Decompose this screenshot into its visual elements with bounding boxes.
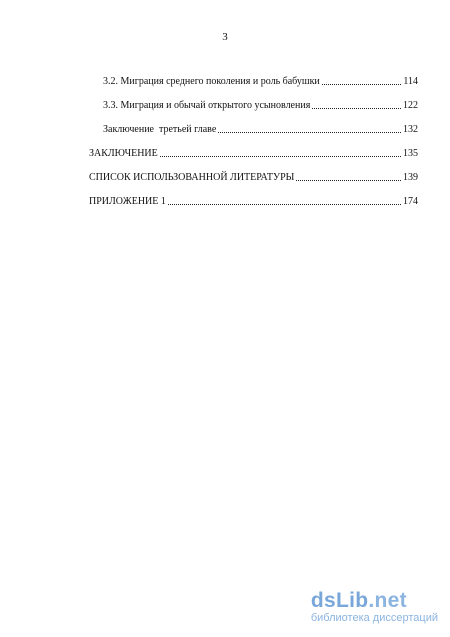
page-number: 3 [222,31,228,43]
table-of-contents [89,75,418,219]
watermark-tagline: библиотека диссертаций [310,612,438,624]
dslib-logo [311,590,438,612]
dslib-watermark [311,590,438,625]
toc-entry-title: Заключение третьей главе [103,124,217,135]
toc-entry-title: 3.3. Миграция и обычай открытого усыновления [103,100,311,111]
toc-entry-page: 122 [403,100,418,111]
toc-entry-page: 135 [403,148,418,159]
dot-leader [312,99,401,109]
toc-entry [89,195,418,208]
toc-entry-title: СПИСОК ИСПОЛЬЗОВАННОЙ ЛИТЕРАТУРЫ [89,172,295,183]
toc-entry-page: 174 [403,196,418,207]
toc-entry [89,99,418,112]
toc-entry [89,75,418,88]
toc-entry-title: ПРИЛОЖЕНИЕ 1 [89,196,166,207]
toc-entry-title: 3.2. Миграция среднего поколения и роль бабушки [103,76,320,87]
toc-entry [89,123,418,136]
dot-leader [168,195,401,205]
dot-leader [218,123,401,133]
dot-leader [296,171,401,181]
toc-entry [89,171,418,184]
toc-entry-page: 139 [403,172,418,183]
toc-entry-page: 114 [403,76,418,87]
toc-entry [89,147,418,160]
dot-leader [322,75,402,85]
toc-entry-title: ЗАКЛЮЧЕНИЕ [89,148,158,159]
toc-entry-page: 132 [403,124,418,135]
dot-leader [160,147,401,157]
logo-name: dsLib [310,589,369,612]
logo-tld: .net [368,589,407,612]
